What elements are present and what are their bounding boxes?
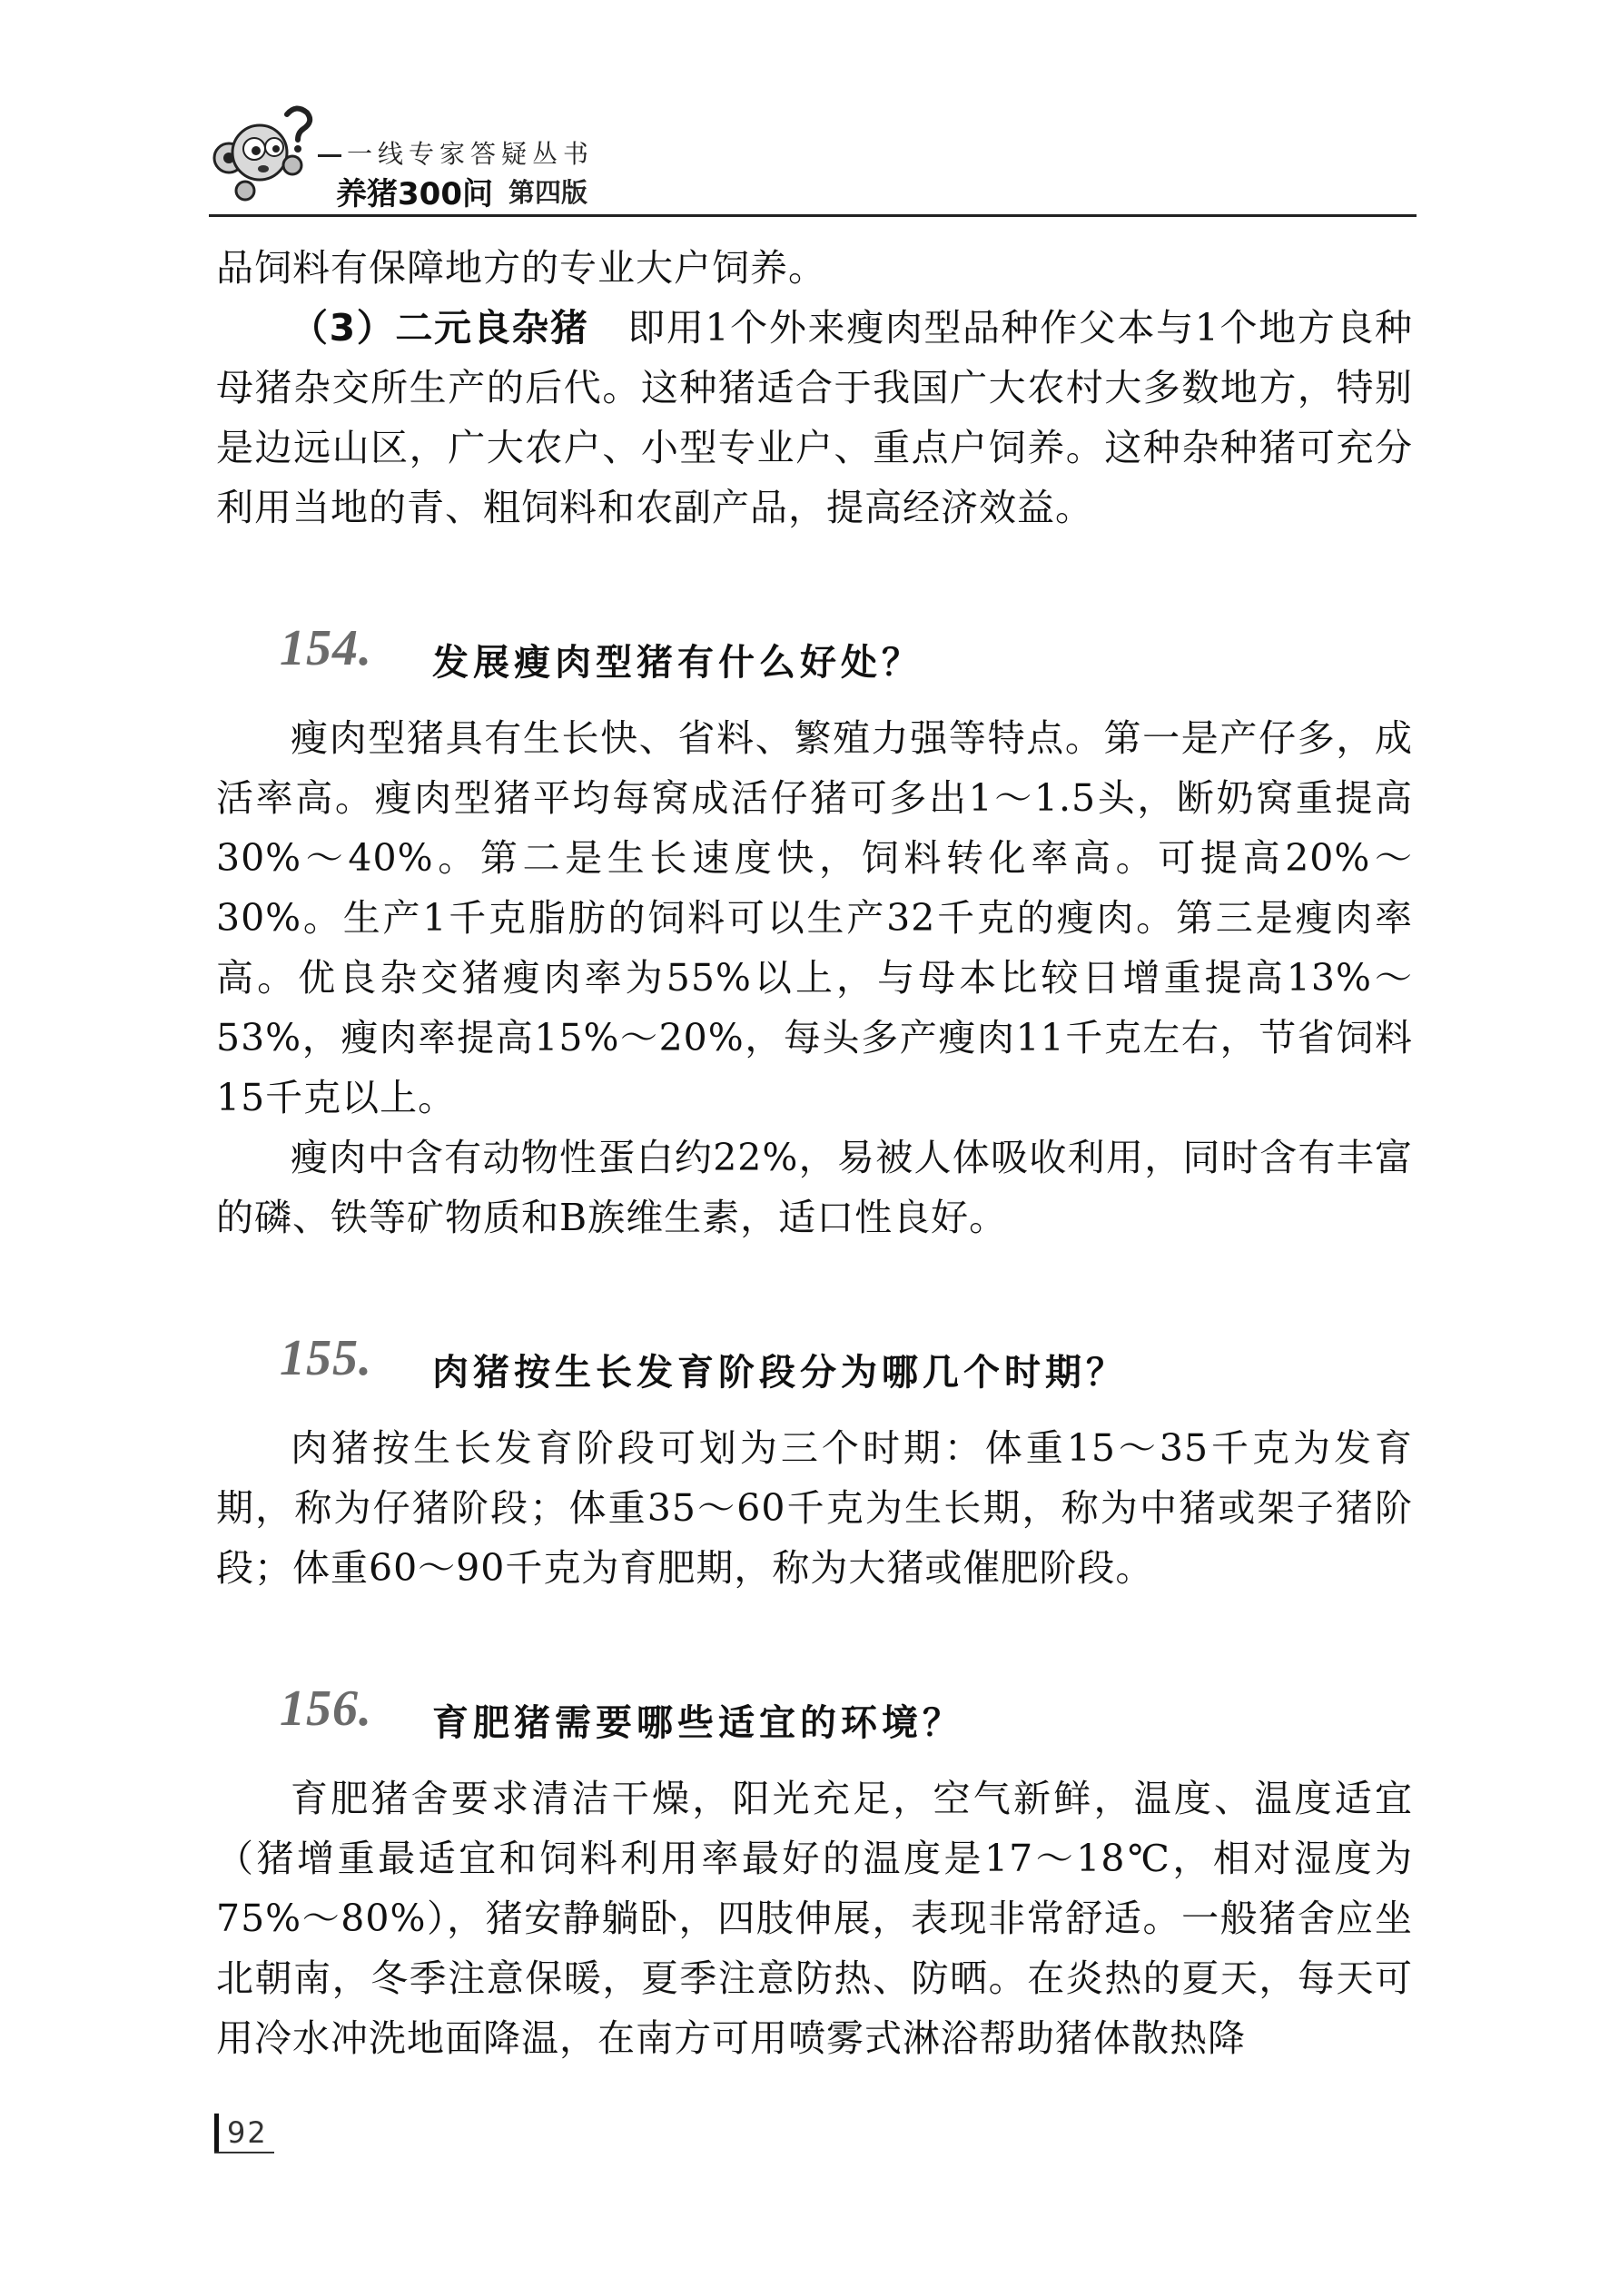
question-heading (216, 1330, 1413, 1396)
paragraph: 瘦肉型猪具有生长快、省料、繁殖力强等特点。第一是产仔多，成活率高。瘦肉型猪平均每窝成活仔猪可多出1～1.5头，断奶窝重提高30%～40%。第二是生长速度快，饲料转化率高。可提高20%～30%。生产1千克脂肪的饲料可以生产32千克的瘦肉。第三是瘦肉率高。优良杂交猪瘦肉率为55%以上，与母本比较日增重提高13%～53%，瘦肉率提高15%～20%，每头多产瘦肉11千克左右，节省饲料15千克以上。 (216, 716, 1413, 1119)
paragraph: 品饲料有保障地方的专业大户饲养。 (216, 246, 826, 290)
paragraph: 肉猪按生长发育阶段可划为三个时期：体重15～35千克为发育期，称为仔猪阶段；体重35～60千克为生长期，称为中猪或架子猪阶段；体重60～90千克为育肥期，称为大猪或催肥阶段。 (216, 1426, 1413, 1590)
page-content (216, 238, 1413, 2068)
term-label: （3）二元良杂猪 (291, 306, 589, 350)
question-title: 发展瘦肉型猪有什么好处？ (432, 642, 923, 684)
page-number-marker (214, 2114, 219, 2152)
paragraph: 育肥猪舍要求清洁干燥，阳光充足，空气新鲜，温度、温度适宜（猪增重最适宜和饲料利用率最好的温度是17～18℃，相对湿度为75%～80%），猪安静躺卧，四肢伸展，表现非常舒适。一般猪舍应坐北朝南，冬季注意保暖，夏季注意防热、防晒。在炎热的夏天，每天可用冷水冲洗地面降温，在南方可用喷雾式淋浴帮助猪体散热降 (216, 1777, 1413, 2060)
paragraph-text: 即用1个外来瘦肉型品种作父本与1个地方良种母猪杂交所生产的后代。这种猪适合于我国广大农村大多数地方，特别是边远山区，广大农户、小型专业户、重点户饲养。这种杂种猪可充分利用当地的青、粗饲料和农副产品，提高经济效益。 (216, 306, 1413, 529)
question-mascot-icon (209, 102, 318, 209)
question-heading (216, 1680, 1413, 1747)
question-number: 154. (280, 620, 372, 676)
edition-label: 第四版 (508, 177, 588, 208)
book-title: 养猪300问 (336, 176, 493, 212)
question-heading (216, 620, 1413, 686)
header-divider (209, 214, 1417, 217)
question-title: 肉猪按生长发育阶段分为哪几个时期？ (432, 1352, 1127, 1394)
question-number: 156. (280, 1680, 372, 1737)
page-number-underline (214, 2152, 274, 2153)
paragraph: 瘦肉中含有动物性蛋白约22%，易被人体吸收利用，同时含有丰富的磷、铁等矿物质和B族维生素，适口性良好。 (216, 1136, 1413, 1239)
series-name: 一线专家答疑丛书 (318, 134, 594, 171)
paragraph (216, 298, 1413, 537)
page-number: 92 (227, 2115, 268, 2150)
question-number: 155. (280, 1330, 372, 1386)
question-title: 育肥猪需要哪些适宜的环境？ (432, 1702, 963, 1744)
running-header (209, 102, 1417, 218)
